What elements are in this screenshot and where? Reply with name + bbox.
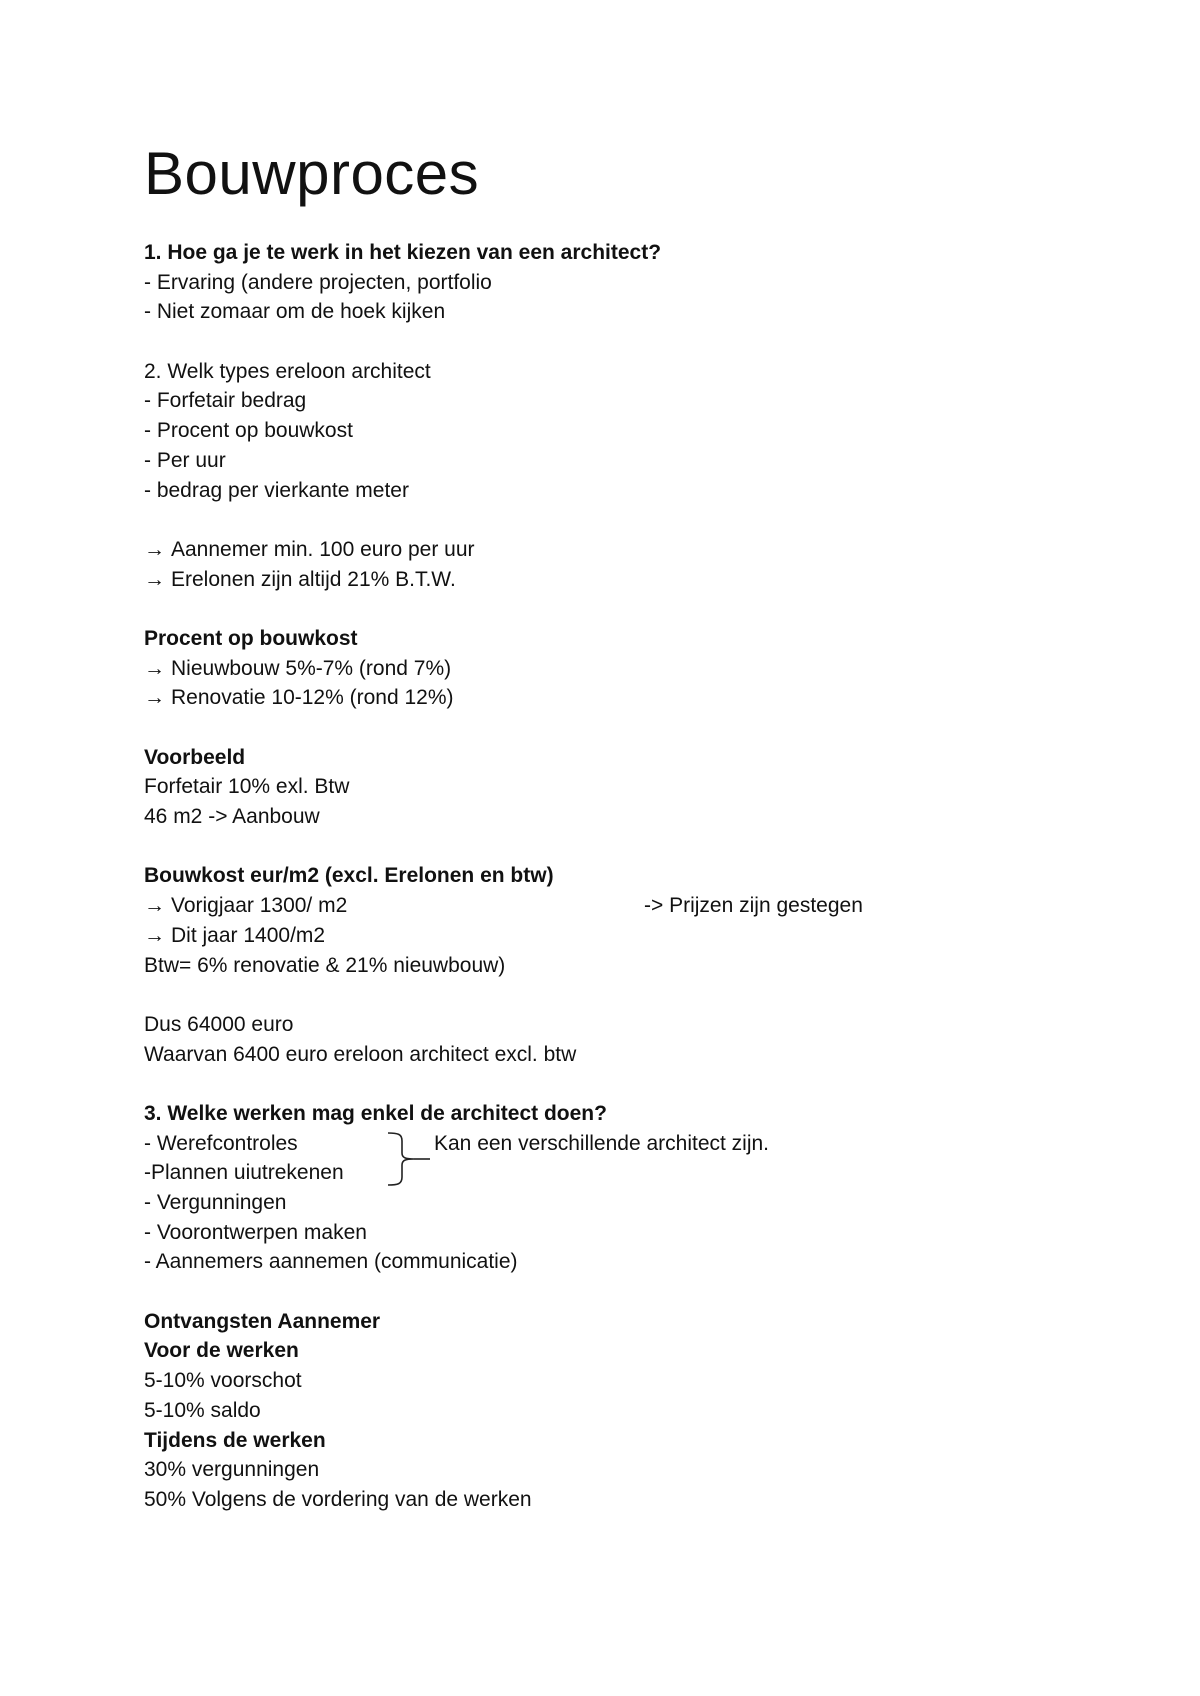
arrow-right-icon: → xyxy=(144,567,165,591)
list-item: - Voorontwerpen maken xyxy=(144,1220,367,1244)
tijdens-heading: Tijdens de werken xyxy=(144,1428,326,1452)
arrow-note xyxy=(144,921,1144,951)
arrow-note-text: Dit jaar 1400/m2 xyxy=(171,923,326,947)
arrow-right-icon: → xyxy=(144,656,165,680)
arrow-note-text: Erelonen zijn altijd 21% B.T.W. xyxy=(171,567,456,591)
text-line: 46 m2 -> Aanbouw xyxy=(144,805,320,829)
arrow-right-icon: → xyxy=(144,537,165,561)
list-item: - Niet zomaar om de hoek kijken xyxy=(144,300,446,324)
list-item: - Procent op bouwkost xyxy=(144,419,353,443)
arrow-right-icon: → xyxy=(144,923,165,947)
text-line: Dus 64000 euro xyxy=(144,1012,294,1036)
text-line: Btw= 6% renovatie & 21% nieuwbouw) xyxy=(144,953,506,977)
arrow-right-icon: → xyxy=(144,894,165,918)
arrow-note xyxy=(144,535,1144,565)
arrow-note xyxy=(144,565,1144,595)
list-item: - Aannemers aannemen (communicatie) xyxy=(144,1250,518,1274)
voorbeeld-heading: Voorbeeld xyxy=(144,745,246,769)
arrow-right-icon: → xyxy=(144,686,165,710)
ontvangsten-heading: Ontvangsten Aannemer xyxy=(144,1309,381,1333)
side-note: -> Prijzen zijn gestegen xyxy=(644,894,863,918)
list-item: - Per uur xyxy=(144,448,226,472)
question-3-heading: 3. Welke werken mag enkel de architect doen? xyxy=(144,1101,607,1125)
arrow-note xyxy=(144,891,1144,921)
question-2-heading: 2. Welk types ereloon architect xyxy=(144,359,431,383)
procent-heading: Procent op bouwkost xyxy=(144,626,358,650)
arrow-note-text: Nieuwbouw 5%-7% (rond 7%) xyxy=(171,656,452,680)
arrow-note-text: Renovatie 10-12% (rond 12%) xyxy=(171,686,454,710)
voor-heading: Voor de werken xyxy=(144,1339,299,1363)
arrow-note xyxy=(144,654,1144,684)
list-item: - bedrag per vierkante meter xyxy=(144,478,409,502)
bouwkost-heading: Bouwkost eur/m2 (excl. Erelonen en btw) xyxy=(144,864,554,888)
text-line: 30% vergunningen xyxy=(144,1458,320,1482)
arrow-note-text: Vorigjaar 1300/ m2 xyxy=(171,894,348,918)
list-item-text: - Werefcontroles xyxy=(144,1131,298,1155)
arrow-note-text: Aannemer min. 100 euro per uur xyxy=(171,537,475,561)
document-body xyxy=(144,238,1144,1515)
text-line: 5-10% saldo xyxy=(144,1398,261,1422)
list-item: -Plannen uiutrekenen xyxy=(144,1161,344,1185)
list-item: - Ervaring (andere projecten, portfolio xyxy=(144,270,492,294)
arrow-note xyxy=(144,683,1144,713)
list-item: - Forfetair bedrag xyxy=(144,389,307,413)
question-1-heading: 1. Hoe ga je te werk in het kiezen van een architect? xyxy=(144,241,662,264)
text-line: Forfetair 10% exl. Btw xyxy=(144,775,350,799)
text-line: 50% Volgens de vordering van de werken xyxy=(144,1487,532,1511)
text-line: Waarvan 6400 euro ereloon architect excl. btw xyxy=(144,1042,577,1066)
brace-note: Kan een verschillende architect zijn. xyxy=(434,1131,770,1155)
text-line: 5-10% voorschot xyxy=(144,1369,302,1393)
page-title: Bouwproces xyxy=(144,140,480,207)
list-item: - Vergunningen xyxy=(144,1191,287,1214)
list-item xyxy=(144,1129,1144,1159)
